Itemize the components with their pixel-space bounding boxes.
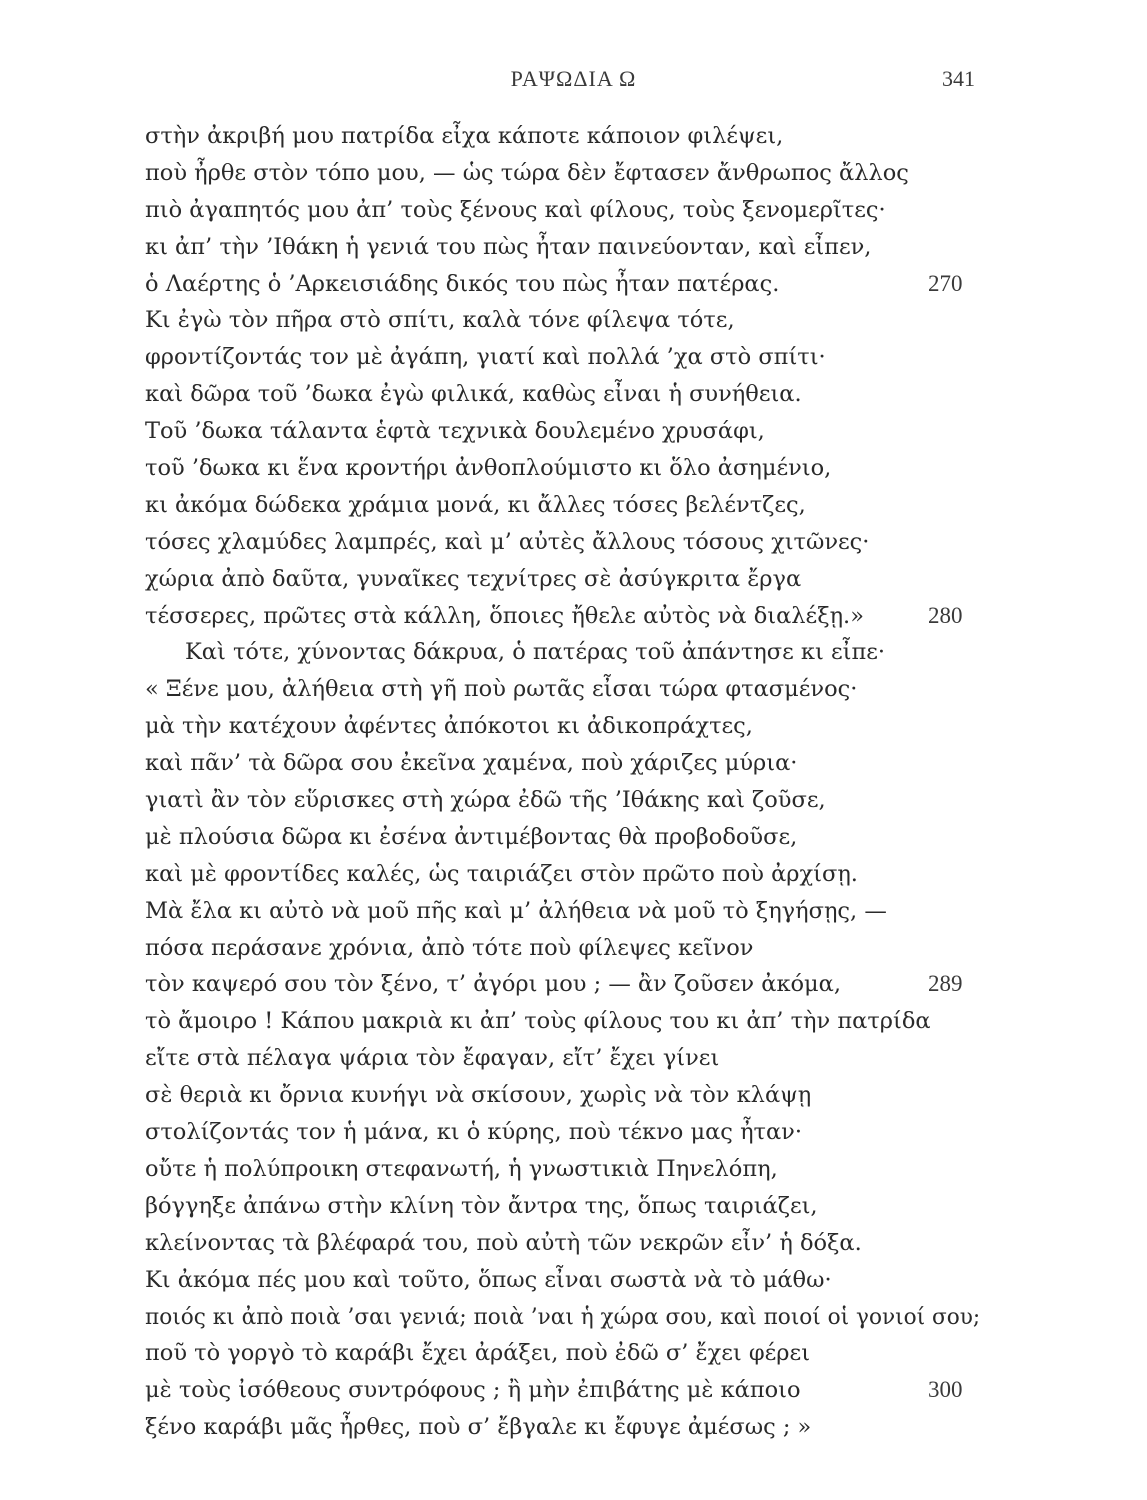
verse-line <box>145 893 1005 930</box>
verse-line <box>145 1262 1005 1299</box>
verse-line-text: στολίζοντάς τον ἡ μάνα, κι ὁ κύρης, ποὺ τέκνο μας ἦταν· <box>145 1119 803 1146</box>
verse-line <box>145 782 1005 819</box>
verse-line-text: πόσα περάσανε χρόνια, ἀπὸ τότε ποὺ φίλεψες κεῖνον <box>145 934 754 961</box>
page-number: 341 <box>942 66 975 91</box>
verse-line-text: τὸ ἄμοιρο ! Κάπου μακριὰ κι ἀπ’ τοὺς φίλους του κι ἀπ’ τὴν πατρίδα <box>145 1008 931 1035</box>
verse-line-text: ξένο καράβι μᾶς ἦρθες, ποὺ σ’ ἔβγαλε κι ἔφυγε ἀμέσως ; » <box>145 1414 812 1441</box>
verse-line-text: κι ἀκόμα δώδεκα χράμια μονά, κι ἄλλες τόσες βελέντζες, <box>145 491 806 518</box>
verse-line-text: τοῦ ’δωκα κι ἕνα κροντήρι ἀνθοπλούμιστο κι ὅλο ἀσημένιο, <box>145 455 832 482</box>
verse-line-text: καὶ μὲ φροντίδες καλές, ὡς ταιριάζει στὸν πρῶτο ποὺ ἀρχίσῃ. <box>145 860 858 887</box>
line-number: 300 <box>928 1377 963 1403</box>
verse-line <box>145 524 1005 561</box>
verse-line <box>145 1225 1005 1262</box>
verse-line <box>145 966 1005 1003</box>
verse-line <box>145 745 1005 782</box>
verse-line-text: χώρια ἀπὸ δαῦτα, γυναῖκες τεχνίτρες σὲ ἀσύγκριτα ἔργα <box>145 565 802 592</box>
verse-line <box>145 487 1005 524</box>
verse-line <box>145 1077 1005 1114</box>
verse-line-text: ποῦ τὸ γοργὸ τὸ καράβι ἔχει ἀράξει, ποὺ ἐδῶ σ’ ἔχει φέρει <box>145 1340 811 1367</box>
verse-line-text: μὲ τοὺς ἰσόθεους συντρόφους ; ἢ μὴν ἐπιβάτης μὲ κάποιο <box>145 1377 801 1404</box>
verse-line-text: οὔτε ἡ πολύπροικη στεφανωτή, ἡ γνωστικιὰ Πηνελόπη, <box>145 1155 778 1182</box>
verse-line-text: κι ἀπ’ τὴν ’Ιθάκη ἡ γενιά του πὼς ἦταν παινεύονταν, καὶ εἶπεν, <box>145 233 872 260</box>
verse-line-text: ποὺ ἦρθε στὸν τόπο μου, — ὡς τώρα δὲν ἔφτασεν ἄνθρωπος ἄλλος <box>145 159 909 186</box>
verse-line <box>145 598 1005 635</box>
verse-line-text: ποιός κι ἀπὸ ποιὰ ’σαι γενιά; ποιὰ ’ναι ἡ χώρα σου, καὶ ποιοί οἱ γονιοί σου; <box>145 1303 981 1330</box>
verse-line <box>145 930 1005 967</box>
verse-line <box>145 1372 1005 1409</box>
verse-line <box>145 1003 1005 1040</box>
verse-line <box>145 118 1005 155</box>
verse-line-text: καὶ δῶρα τοῦ ’δωκα ἐγὼ φιλικά, καθὼς εἶναι ἡ συνήθεια. <box>145 381 802 408</box>
verse-line <box>145 192 1005 229</box>
verse-line <box>145 856 1005 893</box>
verse-line <box>145 229 1005 266</box>
verse-line <box>145 302 1005 339</box>
verse-line <box>145 266 1005 303</box>
running-head <box>0 60 1147 100</box>
verse-line-text: τὸν καψερό σου τὸν ξένο, τ’ ἀγόρι μου ; — ἂν ζοῦσεν ἀκόμα, <box>145 971 842 998</box>
verse-line <box>145 671 1005 708</box>
verse-line <box>145 1151 1005 1188</box>
line-number: 280 <box>928 602 963 628</box>
verse-line-text: μὰ τὴν κατέχουν ἀφέντες ἀπόκοτοι κι ἀδικοπράχτες, <box>145 713 753 740</box>
verse-line <box>145 1409 1005 1446</box>
verse-line-text: βόγγηξε ἀπάνω στὴν κλίνη τὸν ἄντρα της, ὅπως ταιριάζει, <box>145 1192 818 1219</box>
verse-line-text: « Ξένε μου, ἀλήθεια στὴ γῆ ποὺ ρωτᾶς εἶσαι τώρα φτασμένος· <box>145 676 858 703</box>
verse-line <box>145 1040 1005 1077</box>
verse-line <box>145 376 1005 413</box>
verse-line-text: εἴτε στὰ πέλαγα ψάρια τὸν ἔφαγαν, εἴτ’ ἔχει γίνει <box>145 1045 720 1072</box>
verse-text-block <box>145 118 1005 1446</box>
verse-line <box>145 450 1005 487</box>
verse-line-text: φροντίζοντάς τον μὲ ἀγάπη, γιατί καὶ πολλά ’χα στὸ σπίτι· <box>145 344 826 371</box>
verse-line-text: γιατὶ ἂν τὸν εὕρισκες στὴ χώρα ἐδῶ τῆς ’Ιθάκης καὶ ζοῦσε, <box>145 787 826 814</box>
verse-line <box>145 1188 1005 1225</box>
chapter-title: ΡΑΨΩΔΙΑ Ω <box>510 66 637 91</box>
verse-line-text: κλείνοντας τὰ βλέφαρά του, ποὺ αὐτὴ τῶν νεκρῶν εἶν’ ἡ δόξα. <box>145 1229 862 1256</box>
verse-line-text: Κι ἐγὼ τὸν πῆρα στὸ σπίτι, καλὰ τόνε φίλεψα τότε, <box>145 307 735 334</box>
verse-line <box>145 413 1005 450</box>
verse-line-text: Κι ἀκόμα πές μου καὶ τοῦτο, ὅπως εἶναι σωστὰ νὰ τὸ μάθω· <box>145 1266 832 1293</box>
verse-line-text: Μὰ ἔλα κι αὐτὸ νὰ μοῦ πῆς καὶ μ’ ἀλήθεια νὰ μοῦ τὸ ξηγήσῃς, — <box>145 897 887 924</box>
verse-line <box>145 155 1005 192</box>
verse-line-text: στὴν ἀκριβή μου πατρίδα εἶχα κάποτε κάποιον φιλέψει, <box>145 123 784 149</box>
verse-line-text: καὶ πᾶν’ τὰ δῶρα σου ἐκεῖνα χαμένα, ποὺ χάριζες μύρια· <box>145 750 798 777</box>
line-number: 289 <box>928 971 963 997</box>
verse-line-text: μὲ πλούσια δῶρα κι ἐσένα ἀντιμέβοντας θὰ προβοδοῦσε, <box>145 823 798 850</box>
verse-line-text: Τοῦ ’δωκα τάλαντα ἑφτὰ τεχνικὰ δουλεμένο χρυσάφι, <box>145 418 765 445</box>
verse-line <box>145 634 1005 671</box>
verse-line-text: Καὶ τότε, χύνοντας δάκρυα, ὁ πατέρας τοῦ ἀπάντησε κι εἶπε· <box>185 639 886 666</box>
verse-line <box>145 1114 1005 1151</box>
verse-line-text: σὲ θεριὰ κι ὄρνια κυνήγι νὰ σκίσουν, χωρὶς νὰ τὸν κλάψῃ <box>145 1082 812 1109</box>
verse-line <box>145 819 1005 856</box>
verse-line-text: τέσσερες, πρῶτες στὰ κάλλη, ὅποιες ἤθελε αὐτὸς νὰ διαλέξῃ.» <box>145 602 864 629</box>
verse-line <box>145 339 1005 376</box>
verse-line <box>145 1335 1005 1372</box>
verse-line-text: ὁ Λαέρτης ὁ ’Αρκεισιάδης δικός του πὼς ἦταν πατέρας. <box>145 270 780 297</box>
verse-line-text: τόσες χλαμύδες λαμπρές, καὶ μ’ αὐτὲς ἄλλους τόσους χιτῶνες· <box>145 528 870 555</box>
line-number: 270 <box>928 270 963 296</box>
verse-line <box>145 708 1005 745</box>
verse-line-text: πιὸ ἀγαπητός μου ἀπ’ τοὺς ξένους καὶ φίλους, τοὺς ξενομερῖτες· <box>145 196 886 223</box>
verse-line <box>145 1299 1005 1336</box>
verse-line <box>145 561 1005 598</box>
